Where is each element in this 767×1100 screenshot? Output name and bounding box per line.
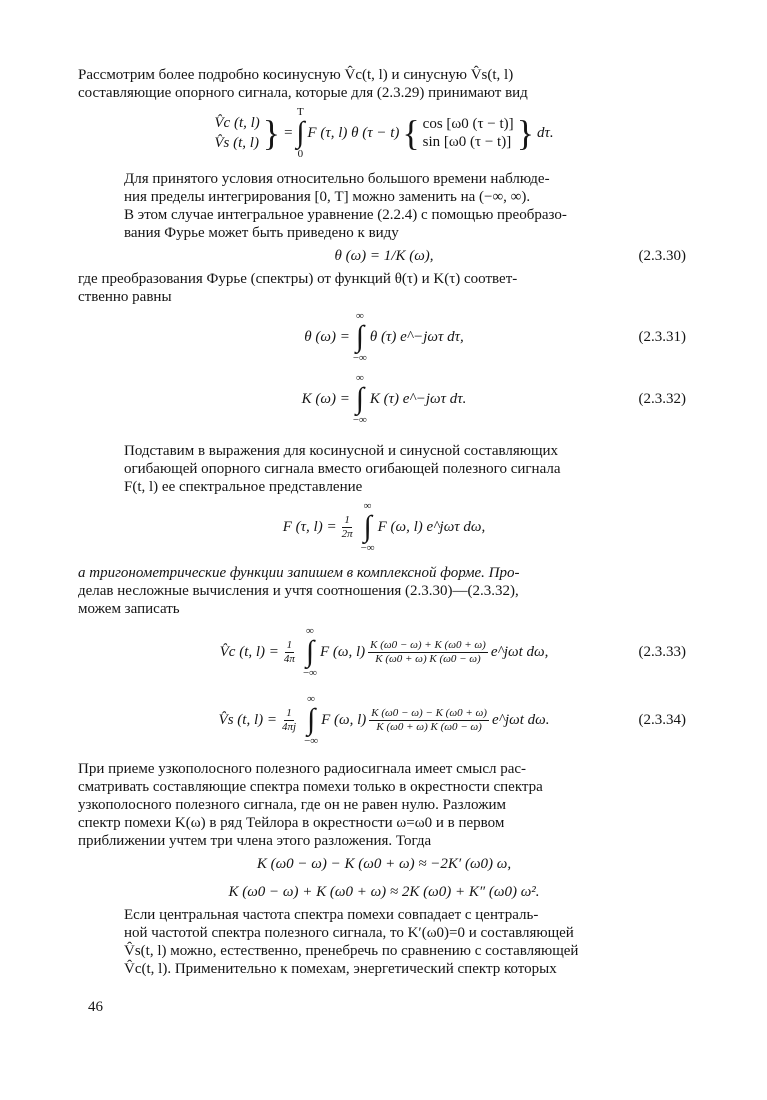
- text-line: Подставим в выражения для косинусной и синусной составляющих: [124, 443, 559, 459]
- equation-2-3-33: [78, 618, 690, 686]
- integral-upper-limit: ∞: [355, 310, 364, 322]
- fraction-numerator: K (ω0 − ω) + K (ω0 + ω): [370, 638, 486, 651]
- fraction-denominator: K (ω0 + ω) K (ω0 − ω): [376, 720, 482, 733]
- equation-term: K (τ) e^−jωτ dτ.: [369, 391, 467, 407]
- equation-term: V̂s (t, l) =: [218, 712, 277, 728]
- equation-term: F (ω, l): [321, 712, 367, 728]
- equation-2-3-31: [78, 306, 690, 368]
- page-body: [78, 66, 690, 1026]
- equation-term: K (ω0 − ω) − K (ω0 + ω) ≈ −2K′ (ω0) ω,: [256, 856, 512, 872]
- equation-term: F (ω, l): [319, 644, 366, 660]
- integral-sign: [361, 500, 375, 554]
- equation-term: e^jωt dω,: [490, 644, 549, 660]
- fraction-denominator: 2π: [341, 527, 353, 540]
- integral-sign: [353, 372, 367, 426]
- text-line: можем записать: [78, 601, 180, 617]
- integral-symbol: ∫: [296, 116, 305, 149]
- text-line: Если центральная частота спектра помехи совпадает с централь-: [124, 907, 539, 923]
- equation-number: (2.3.34): [638, 712, 686, 728]
- integral-symbol: ∫: [355, 382, 364, 415]
- fraction: [280, 707, 298, 734]
- paragraph-fourier: [78, 270, 690, 306]
- integral-symbol: ∫: [306, 703, 316, 736]
- integral-sign: [296, 106, 304, 160]
- fraction: [282, 639, 297, 666]
- text-line: приближении учтем три члена этого разложения. Тогда: [78, 833, 432, 849]
- fraction: [340, 514, 355, 541]
- text-line: где преобразования Фурье (спектры) от функций θ(τ) и K(τ) соответ-: [78, 271, 518, 287]
- equation-number: (2.3.32): [638, 391, 686, 407]
- equation-term: V̂c (t, l) =: [219, 644, 279, 660]
- text-line: сматривать составляющие спектра помехи только в окрестности спектра: [78, 779, 543, 795]
- integral-symbol: ∫: [305, 635, 315, 668]
- fraction-numerator: 1: [286, 638, 293, 651]
- paragraph-narrowband: [78, 760, 690, 850]
- fraction: [368, 639, 488, 666]
- text-line: V̂c(t, l). Применительно к помехам, энергетический спектр которых: [124, 961, 557, 977]
- equation-2-3-32: [78, 368, 690, 430]
- equation-number: (2.3.30): [638, 248, 686, 264]
- text-line: ной частотой спектра полезного сигнала, то K′(ω0)=0 и составляющей: [124, 925, 574, 941]
- fraction-numerator: 1: [286, 706, 292, 719]
- integral-upper-limit: ∞: [363, 500, 372, 512]
- paragraph-center-frequency: [78, 906, 690, 978]
- integral-symbol: ∫: [363, 510, 372, 543]
- equation-cases: [423, 115, 514, 151]
- right-brace: }: [262, 113, 281, 153]
- fraction-denominator: K (ω0 + ω) K (ω0 − ω): [375, 652, 481, 665]
- right-brace: }: [516, 113, 534, 153]
- equals-sign: =: [283, 125, 294, 141]
- text-line: спектр помехи K(ω) в ряд Тейлора в окрестности ω=ω0 и в первом: [78, 815, 505, 831]
- equation-spectral-representation: [78, 496, 690, 558]
- equation-left-stack: [214, 113, 259, 153]
- equation-term: sin [ω0 (τ − t)]: [422, 134, 512, 150]
- paragraph-observation: [78, 170, 690, 242]
- equation-term: θ (ω) = 1/K (ω),: [334, 248, 434, 264]
- text-line: Рассмотрим более подробно косинусную V̂c(t, l) и синусную V̂s(t, l): [78, 67, 514, 83]
- equation-number: (2.3.31): [638, 329, 686, 345]
- integral-symbol: ∫: [355, 320, 364, 353]
- integral-lower-limit: −∞: [360, 542, 375, 554]
- integral-upper-limit: ∞: [306, 625, 314, 637]
- integral-lower-limit: −∞: [352, 414, 367, 426]
- integral-upper-limit: T: [296, 106, 304, 118]
- fraction-numerator: 1: [344, 513, 350, 526]
- equation-term: θ (ω) =: [304, 329, 350, 345]
- equation-term: V̂c (t, l): [214, 115, 260, 131]
- fraction: [369, 707, 489, 734]
- paragraph-intro: [78, 66, 690, 102]
- equation-2-3-34: [78, 686, 690, 754]
- text-line: В этом случае интегральное уравнение (2.2.4) с помощью преобразо-: [124, 207, 567, 223]
- equation-term: F (τ, l) =: [282, 519, 337, 535]
- text-line: ния пределы интегрирования [0, T] можно заменить на (−∞, ∞).: [124, 189, 531, 205]
- text-line: F(t, l) ее спектральное представление: [124, 479, 363, 495]
- integral-lower-limit: −∞: [352, 352, 367, 364]
- equation-taylor-difference: [78, 850, 690, 878]
- integral-sign: [304, 693, 318, 747]
- equation-term: θ (τ) e^−jωτ dτ,: [369, 329, 464, 345]
- integral-lower-limit: 0: [297, 148, 304, 160]
- left-brace: {: [402, 113, 420, 153]
- text-line: вания Фурье может быть приведено к виду: [124, 225, 399, 241]
- fraction-denominator: 4πj: [281, 720, 297, 733]
- equation-term: F (ω, l) e^jωτ dω,: [377, 519, 486, 535]
- text-line: узкополосного полезного сигнала, где он не равен нулю. Разложим: [78, 797, 507, 813]
- paragraph-complex-form: [78, 564, 690, 618]
- integral-upper-limit: ∞: [355, 372, 364, 384]
- equation-taylor-sum: [78, 878, 690, 906]
- equation-term: V̂s (t, l): [214, 135, 259, 151]
- integral-lower-limit: −∞: [304, 735, 319, 747]
- integral-upper-limit: ∞: [307, 693, 315, 705]
- equation-term: e^jωt dω.: [491, 712, 550, 728]
- text-line: составляющие опорного сигнала, которые для (2.3.29) принимают вид: [78, 85, 528, 101]
- integral-sign: [353, 310, 367, 364]
- equation-number: (2.3.33): [638, 644, 686, 660]
- page-number: 46: [88, 999, 103, 1015]
- equation-term: F (τ, l) θ (τ − t): [307, 125, 400, 141]
- equation-reference-signal: [78, 102, 690, 164]
- fraction-denominator: 4π: [283, 652, 295, 665]
- integral-lower-limit: −∞: [302, 667, 317, 679]
- text-line: При приеме узкополосного полезного радиосигнала имеет смысл рас-: [78, 761, 527, 777]
- text-line: огибающей опорного сигнала вместо огибающей полезного сигнала: [124, 461, 561, 477]
- equation-term: dτ.: [536, 125, 554, 141]
- text-line: Для принятого условия относительно большого времени наблюде-: [124, 171, 550, 187]
- text-line: V̂s(t, l) можно, естественно, пренебречь по сравнению с составляющей: [124, 943, 579, 959]
- equation-2-3-30: [78, 242, 690, 270]
- paragraph-substitution: [78, 442, 690, 496]
- equation-term: K (ω0 − ω) + K (ω0 + ω) ≈ 2K (ω0) + K″ (ω0) ω².: [228, 884, 540, 900]
- text-line: ственно равны: [78, 289, 172, 305]
- text-line: а тригонометрические функции запишем в комплексной форме. Про-: [78, 565, 520, 581]
- fraction-numerator: K (ω0 − ω) − K (ω0 + ω): [371, 706, 487, 719]
- equation-term: cos [ω0 (τ − t)]: [422, 116, 514, 132]
- integral-sign: [303, 625, 317, 679]
- text-line: делав несложные вычисления и учтя соотношения (2.3.30)—(2.3.32),: [78, 583, 519, 599]
- equation-term: K (ω) =: [301, 391, 350, 407]
